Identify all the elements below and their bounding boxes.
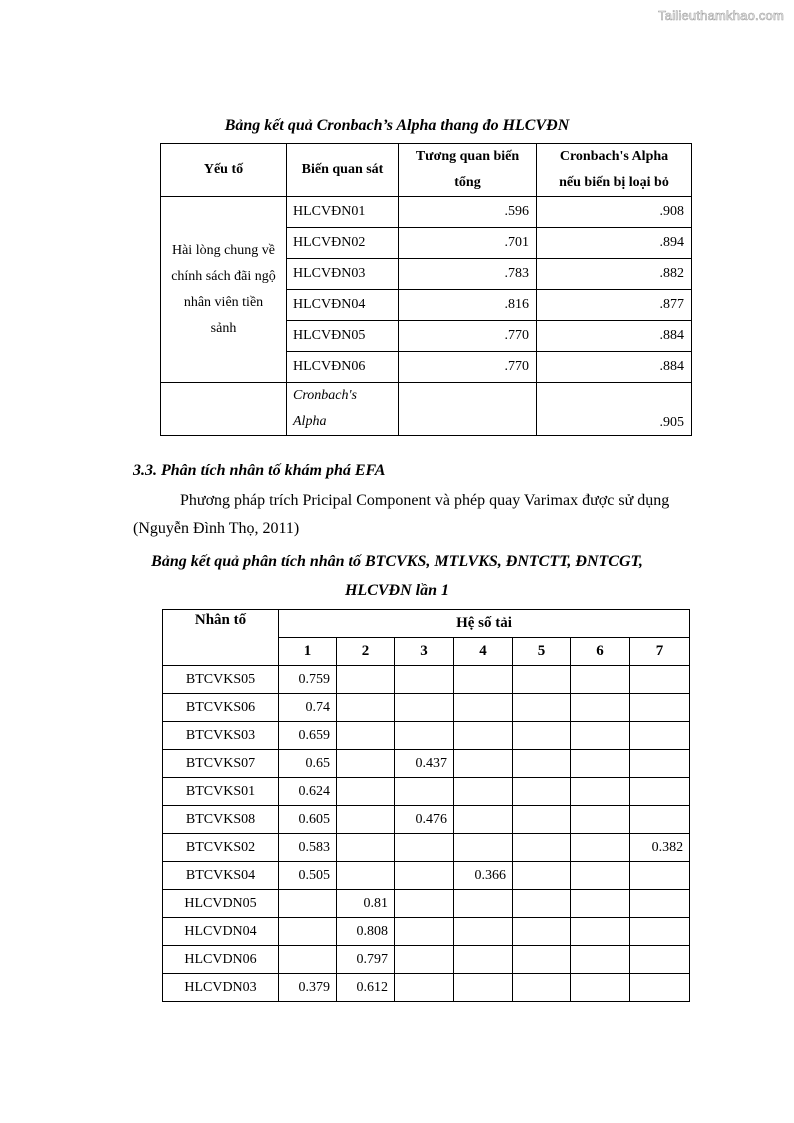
loading-cell xyxy=(337,694,395,722)
loading-cell xyxy=(513,974,571,1002)
loading-cell xyxy=(454,722,513,750)
loading-cell xyxy=(337,778,395,806)
loading-cell xyxy=(513,806,571,834)
loading-cell xyxy=(454,694,513,722)
alpha-cell: .877 xyxy=(537,290,692,321)
table-row xyxy=(163,778,690,806)
loading-cell xyxy=(395,778,454,806)
correlation-cell: .783 xyxy=(399,259,537,290)
loading-cell xyxy=(513,862,571,890)
table-row xyxy=(163,890,690,918)
column-header: 7 xyxy=(630,638,690,666)
column-header: 2 xyxy=(337,638,395,666)
table-row xyxy=(163,666,690,694)
alpha-cell: .884 xyxy=(537,352,692,383)
table2-caption-line2: HLCVĐN lần 1 xyxy=(344,582,449,599)
correlation-cell: .816 xyxy=(399,290,537,321)
table-row xyxy=(163,974,690,1002)
loading-cell xyxy=(395,722,454,750)
loading-cell xyxy=(454,890,513,918)
loading-cell xyxy=(395,666,454,694)
loading-cell xyxy=(571,666,630,694)
column-header: 6 xyxy=(571,638,630,666)
loading-cell xyxy=(337,806,395,834)
variable-cell: HLCVĐN04 xyxy=(287,290,399,321)
loading-cell: 0.797 xyxy=(337,946,395,974)
item-name-cell: BTCVKS01 xyxy=(163,778,279,806)
loading-cell xyxy=(395,918,454,946)
header-alpha-line1: Cronbach's Alpha xyxy=(559,149,669,164)
table1-caption: Bảng kết quả Cronbach’s Alpha thang đo HLCVĐN xyxy=(224,117,570,134)
table1-header-row xyxy=(161,144,692,197)
loading-cell: 0.81 xyxy=(337,890,395,918)
item-name-cell: BTCVKS03 xyxy=(163,722,279,750)
item-name-cell: BTCVKS07 xyxy=(163,750,279,778)
loading-cell xyxy=(513,918,571,946)
efa-loading-table xyxy=(162,609,690,1002)
factor-line: sảnh xyxy=(210,320,237,336)
loading-cell xyxy=(571,750,630,778)
header-alpha-line2: nếu biến bị loại bỏ xyxy=(559,175,669,190)
loading-cell xyxy=(513,666,571,694)
table-row xyxy=(163,862,690,890)
loading-cell xyxy=(279,946,337,974)
factor-cell xyxy=(161,197,287,383)
loading-cell: 0.605 xyxy=(279,806,337,834)
loading-cell xyxy=(513,778,571,806)
loading-cell xyxy=(571,806,630,834)
header-corr-line2: tổng xyxy=(454,175,481,190)
loading-cell xyxy=(513,890,571,918)
table2-caption-line1: Bảng kết quả phân tích nhân tố BTCVKS, MTLVKS, ĐNTCTT, ĐNTCGT, xyxy=(151,553,643,570)
cronbach-alpha-value: .905 xyxy=(537,383,692,436)
method-paragraph-line2: (Nguyễn Đình Thọ, 2011) xyxy=(133,520,300,537)
variable-cell: HLCVĐN01 xyxy=(287,197,399,228)
loading-cell xyxy=(571,694,630,722)
loading-cell xyxy=(513,750,571,778)
loading-cell xyxy=(571,778,630,806)
table2-body xyxy=(163,666,690,1002)
loading-cell xyxy=(630,778,690,806)
factor-line: Hài lòng chung về xyxy=(171,242,276,258)
loading-cell xyxy=(513,834,571,862)
header-factor: Nhân tố xyxy=(163,610,279,666)
variable-cell: HLCVĐN05 xyxy=(287,321,399,352)
correlation-cell: .596 xyxy=(399,197,537,228)
loading-cell xyxy=(630,722,690,750)
item-name-cell: BTCVKS05 xyxy=(163,666,279,694)
table2-header-row xyxy=(163,610,690,638)
loading-cell xyxy=(395,862,454,890)
correlation-cell: .770 xyxy=(399,352,537,383)
loading-cell xyxy=(571,974,630,1002)
loading-cell xyxy=(513,722,571,750)
header-alpha-if-deleted xyxy=(537,144,692,197)
loading-cell xyxy=(337,722,395,750)
loading-cell xyxy=(337,862,395,890)
loading-cell xyxy=(395,974,454,1002)
table-row xyxy=(163,918,690,946)
empty-cell xyxy=(161,383,287,436)
empty-cell xyxy=(399,383,537,436)
loading-cell xyxy=(513,946,571,974)
loading-cell xyxy=(454,806,513,834)
column-header: 5 xyxy=(513,638,571,666)
loading-cell xyxy=(571,890,630,918)
item-name-cell: HLCVDN03 xyxy=(163,974,279,1002)
loading-cell: 0.65 xyxy=(279,750,337,778)
watermark: Tailieuthamkhao.com xyxy=(658,8,784,23)
loading-cell xyxy=(395,946,454,974)
column-header: 1 xyxy=(279,638,337,666)
loading-cell xyxy=(630,946,690,974)
header-factor: Yếu tố xyxy=(161,144,287,197)
loading-cell xyxy=(630,750,690,778)
loading-cell xyxy=(337,750,395,778)
loading-cell: 0.379 xyxy=(279,974,337,1002)
loading-cell: 0.659 xyxy=(279,722,337,750)
alpha-label-line2: Alpha xyxy=(293,414,327,429)
table-row xyxy=(163,806,690,834)
table-row xyxy=(163,834,690,862)
loading-cell xyxy=(571,862,630,890)
loading-cell xyxy=(454,974,513,1002)
variable-cell: HLCVĐN02 xyxy=(287,228,399,259)
item-name-cell: HLCVDN05 xyxy=(163,890,279,918)
correlation-cell: .770 xyxy=(399,321,537,352)
header-item-total-correlation xyxy=(399,144,537,197)
item-name-cell: BTCVKS06 xyxy=(163,694,279,722)
table-row xyxy=(163,722,690,750)
alpha-label-line1: Cronbach's xyxy=(293,388,357,403)
loading-cell: 0.366 xyxy=(454,862,513,890)
loading-cell xyxy=(630,806,690,834)
alpha-cell: .884 xyxy=(537,321,692,352)
loading-cell xyxy=(571,834,630,862)
alpha-cell: .908 xyxy=(537,197,692,228)
item-name-cell: BTCVKS08 xyxy=(163,806,279,834)
loading-cell xyxy=(395,694,454,722)
loading-cell xyxy=(630,918,690,946)
table-row xyxy=(161,197,692,228)
correlation-cell: .701 xyxy=(399,228,537,259)
loading-cell: 0.437 xyxy=(395,750,454,778)
loading-cell xyxy=(395,890,454,918)
header-loading: Hệ số tải xyxy=(279,610,690,638)
loading-cell: 0.624 xyxy=(279,778,337,806)
alpha-cell: .894 xyxy=(537,228,692,259)
loading-cell xyxy=(630,890,690,918)
column-header: 3 xyxy=(395,638,454,666)
loading-cell: 0.505 xyxy=(279,862,337,890)
loading-cell: 0.759 xyxy=(279,666,337,694)
loading-cell: 0.612 xyxy=(337,974,395,1002)
table-row xyxy=(163,750,690,778)
item-name-cell: HLCVDN04 xyxy=(163,918,279,946)
loading-cell xyxy=(630,974,690,1002)
loading-cell xyxy=(454,778,513,806)
loading-cell xyxy=(279,918,337,946)
method-paragraph-line1: Phương pháp trích Pricipal Component và phép quay Varimax được sử dụng xyxy=(180,492,670,509)
header-corr-line1: Tương quan biến xyxy=(415,149,520,164)
loading-cell xyxy=(630,694,690,722)
loading-cell xyxy=(571,722,630,750)
alpha-summary-row xyxy=(161,383,692,436)
factor-line: nhân viên tiền xyxy=(183,294,264,310)
alpha-cell: .882 xyxy=(537,259,692,290)
loading-cell: 0.808 xyxy=(337,918,395,946)
cronbach-alpha-table xyxy=(160,143,692,436)
loading-cell: 0.476 xyxy=(395,806,454,834)
loading-cell xyxy=(513,694,571,722)
loading-cell xyxy=(454,946,513,974)
loading-cell xyxy=(571,918,630,946)
loading-cell: 0.382 xyxy=(630,834,690,862)
loading-cell xyxy=(454,666,513,694)
loading-cell xyxy=(279,890,337,918)
loading-cell xyxy=(630,666,690,694)
loading-cell xyxy=(454,918,513,946)
item-name-cell: BTCVKS04 xyxy=(163,862,279,890)
variable-cell: HLCVĐN03 xyxy=(287,259,399,290)
cronbach-alpha-label xyxy=(287,383,399,436)
loading-cell xyxy=(337,834,395,862)
section-heading: 3.3. Phân tích nhân tố khám phá EFA xyxy=(133,462,386,479)
item-name-cell: BTCVKS02 xyxy=(163,834,279,862)
factor-line: chính sách đãi ngộ xyxy=(171,268,276,284)
table-row xyxy=(163,694,690,722)
loading-cell xyxy=(571,946,630,974)
loading-cell: 0.583 xyxy=(279,834,337,862)
table-row xyxy=(163,946,690,974)
loading-cell xyxy=(395,834,454,862)
loading-cell xyxy=(454,750,513,778)
item-name-cell: HLCVDN06 xyxy=(163,946,279,974)
loading-cell xyxy=(337,666,395,694)
loading-cell xyxy=(630,862,690,890)
loading-cell xyxy=(454,834,513,862)
header-variable: Biến quan sát xyxy=(287,144,399,197)
variable-cell: HLCVĐN06 xyxy=(287,352,399,383)
column-header: 4 xyxy=(454,638,513,666)
loading-cell: 0.74 xyxy=(279,694,337,722)
